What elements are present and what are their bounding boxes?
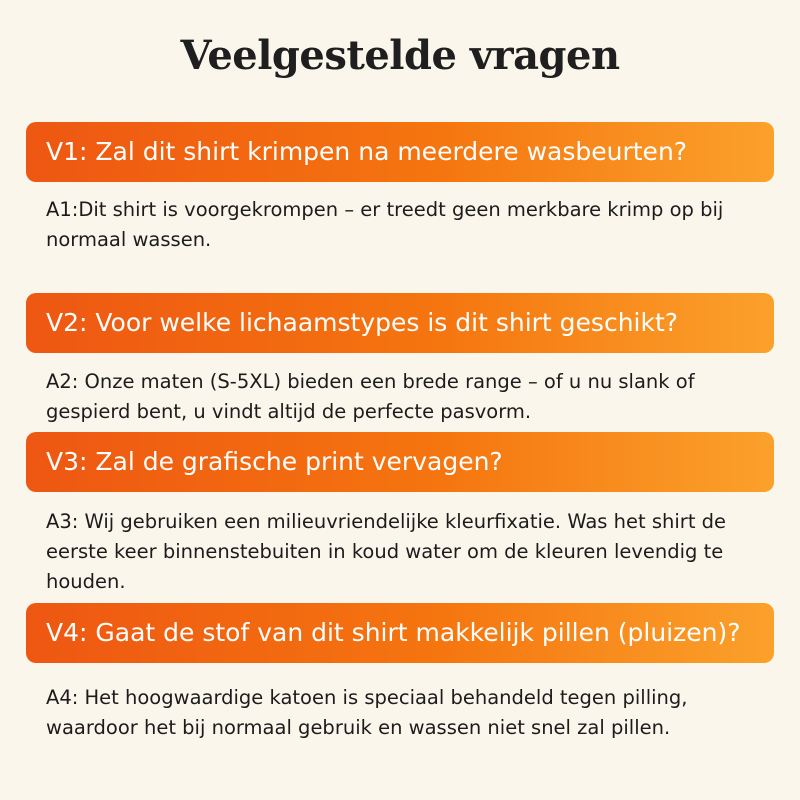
faq-question-3: V3: Zal de grafische print vervagen? — [26, 432, 774, 492]
faq-answer-4: A4: Het hoogwaardige katoen is speciaal behandeld tegen pilling, waardoor het bij normaal gebruik en wassen niet snel zal pillen. — [46, 686, 688, 739]
faq-answer-1: A1:Dit shirt is voorgekrompen – er treedt geen merkbare krimp op bij normaal wassen. — [46, 198, 724, 251]
faq-answer-3: A3: Wij gebruiken een milieuvriendelijke kleurfixatie. Was het shirt de eerste keer binnenstebuiten in koud water om de kleuren levendig te houden. — [46, 510, 727, 593]
faq-question-1: V1: Zal dit shirt krimpen na meerdere wasbeurten? — [26, 122, 774, 182]
faq-answer-2: A2: Onze maten (S-5XL) bieden een brede range – of u nu slank of gespierd bent, u vindt altijd de perfecte pasvorm. — [46, 370, 695, 423]
page-title: Veelgestelde vragen — [180, 32, 620, 79]
faq-question-2: V2: Voor welke lichaamstypes is dit shirt geschikt? — [26, 293, 774, 353]
faq-question-4: V4: Gaat de stof van dit shirt makkelijk pillen (pluizen)? — [26, 603, 774, 663]
